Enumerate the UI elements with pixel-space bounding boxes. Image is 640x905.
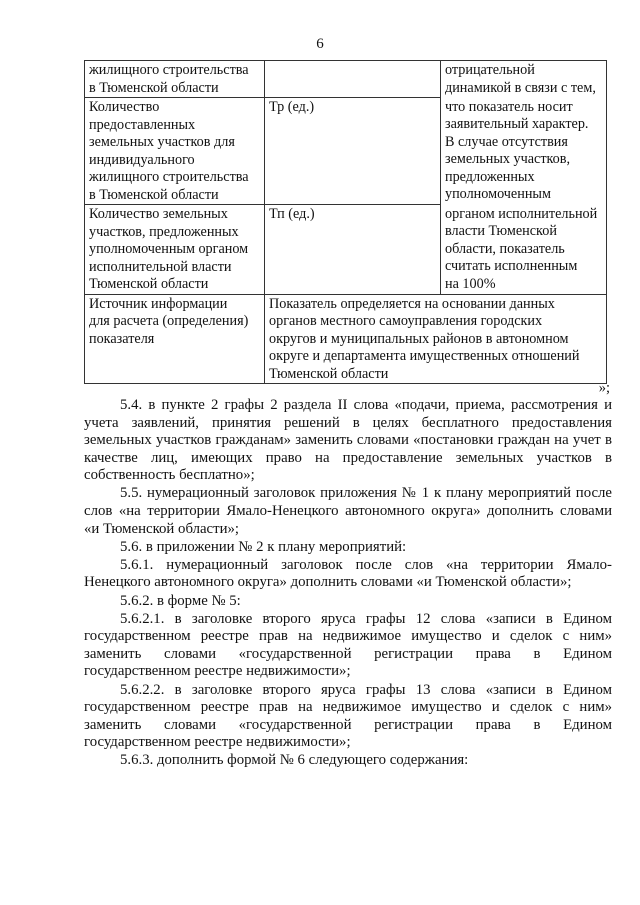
paragraph-line: слов «на территории Ямало-Ненецкого автономного округа» дополнить словами <box>84 503 612 520</box>
paragraph-line: земельных участков гражданам» заменить словами «постановки граждан на учет в <box>84 432 612 449</box>
cell-line: Показатель определяется на основании данных <box>269 295 555 312</box>
cell-line: Тюменской области <box>89 276 209 292</box>
paragraph-line: собственность бесплатно»; <box>84 467 255 484</box>
paragraph-line: «и Тюменской области»; <box>84 520 240 537</box>
paragraph-line: 5.5. нумерационный заголовок приложения № 1 к плану мероприятий после <box>120 485 612 502</box>
paragraph-line: 5.6.3. дополнить формой № 6 следующего содержания: <box>120 752 469 769</box>
cell-line: на 100% <box>445 275 496 292</box>
closing-quote-mark: »; <box>598 380 610 396</box>
paragraph <box>84 593 612 611</box>
cell-line: в Тюменской области <box>89 186 219 203</box>
cell-line: земельных участков, <box>445 151 571 167</box>
cell-line: органов местного самоуправления городских <box>269 313 543 329</box>
paragraph <box>84 752 612 770</box>
paragraph <box>84 682 612 752</box>
indicator-note-cell <box>441 61 607 98</box>
cell-line: предложенных <box>445 168 535 185</box>
indicator-symbol-cell <box>265 61 441 98</box>
paragraph-line: качестве лиц, имеющих право на предоставление земельных участков в <box>84 449 612 466</box>
cell-line: исполнительной власти <box>89 258 232 275</box>
cell-line: органом исполнительной <box>445 205 598 222</box>
paragraph <box>84 485 612 538</box>
paragraph-line: заменить словами «государственной регистрации права в Едином <box>84 645 612 662</box>
cell-line: динамикой в связи с тем, <box>445 79 596 96</box>
page-number: 6 <box>316 36 324 52</box>
cell-line: уполномоченным органом <box>89 241 249 257</box>
indicator-note-cell <box>441 98 607 205</box>
cell-line: Источник информации <box>89 295 228 312</box>
paragraph-line: государственном реестре прав на недвижимое имущество и сделок с ним» <box>84 699 612 716</box>
source-value-cell <box>265 294 607 384</box>
cell-line: уполномоченным <box>445 186 551 202</box>
cell-line: жилищного строительства <box>89 169 249 185</box>
cell-line: Тп (ед.) <box>269 206 315 222</box>
paragraph <box>84 611 612 681</box>
table-row <box>85 98 607 205</box>
cell-line: жилищного строительства <box>89 62 249 78</box>
paragraph <box>84 397 612 485</box>
cell-line: отрицательной <box>445 62 535 78</box>
cell-line: что показатель носит <box>445 98 573 115</box>
paragraph-line: государственном реестре недвижимости»; <box>84 734 351 751</box>
indicator-symbol-cell <box>265 98 441 205</box>
cell-line: в Тюменской области <box>89 79 219 96</box>
cell-line: Количество <box>89 99 160 115</box>
cell-line: В случае отсутствия <box>445 133 568 150</box>
cell-line: заявительный характер. <box>445 116 589 132</box>
paragraph-line: государственном реестре прав на недвижимое имущество и сделок с ним» <box>84 628 612 645</box>
paragraph-line: 5.6.2. в форме № 5: <box>120 592 241 609</box>
cell-line: Количество земельных <box>89 206 228 222</box>
cell-line: округе и департамента имущественных отношений <box>269 348 580 364</box>
paragraph-line: государственном реестре недвижимости»; <box>84 663 351 680</box>
paragraph-line: 5.4. в пункте 2 графы 2 раздела II слова «подачи, приема, рассмотрения и <box>120 397 612 413</box>
indicator-note-cell <box>441 205 607 295</box>
cell-line: показателя <box>89 330 155 347</box>
cell-line: области, показатель <box>445 240 565 257</box>
cell-line: власти Тюменской <box>445 223 557 239</box>
indicator-symbol-cell <box>265 205 441 295</box>
indicator-name-cell <box>85 98 265 205</box>
paragraph <box>84 539 612 557</box>
cell-line: Тр (ед.) <box>269 99 315 115</box>
paragraph <box>84 557 612 592</box>
paragraph-line: 5.6. в приложении № 2 к плану мероприятий: <box>120 538 407 555</box>
cell-line: для расчета (определения) <box>89 313 249 329</box>
paragraph-line: учета заявлений, принятия решений в целях бесплатного предоставления <box>84 414 612 431</box>
indicator-name-cell <box>85 61 265 98</box>
amendment-text <box>84 397 612 770</box>
cell-line: считать исполненным <box>445 258 578 274</box>
cell-line: участков, предложенных <box>89 223 239 240</box>
source-row <box>85 294 607 384</box>
cell-line: округов и муниципальных районов в автономном <box>269 330 569 347</box>
indicator-name-cell <box>85 205 265 295</box>
paragraph-line: Ненецкого автономного округа» дополнить словами «и Тюменской области»; <box>84 574 572 591</box>
cell-line: земельных участков для <box>89 134 235 150</box>
cell-line: индивидуального <box>89 151 195 168</box>
table-row <box>85 205 607 295</box>
paragraph-line: заменить словами «государственной регистрации права в Едином <box>84 716 612 733</box>
paragraph-line: 5.6.2.1. в заголовке второго яруса графы 12 слова «записи в Едином <box>120 610 612 627</box>
paragraph-line: 5.6.1. нумерационный заголовок после слов «на территории Ямало- <box>120 556 612 573</box>
cell-line: Тюменской области <box>269 365 389 382</box>
table-row <box>85 61 607 98</box>
paragraph-line: 5.6.2.2. в заголовке второго яруса графы 13 слова «записи в Едином <box>120 681 612 698</box>
indicator-table <box>84 60 607 384</box>
source-label-cell <box>85 294 265 384</box>
cell-line: предоставленных <box>89 116 196 133</box>
